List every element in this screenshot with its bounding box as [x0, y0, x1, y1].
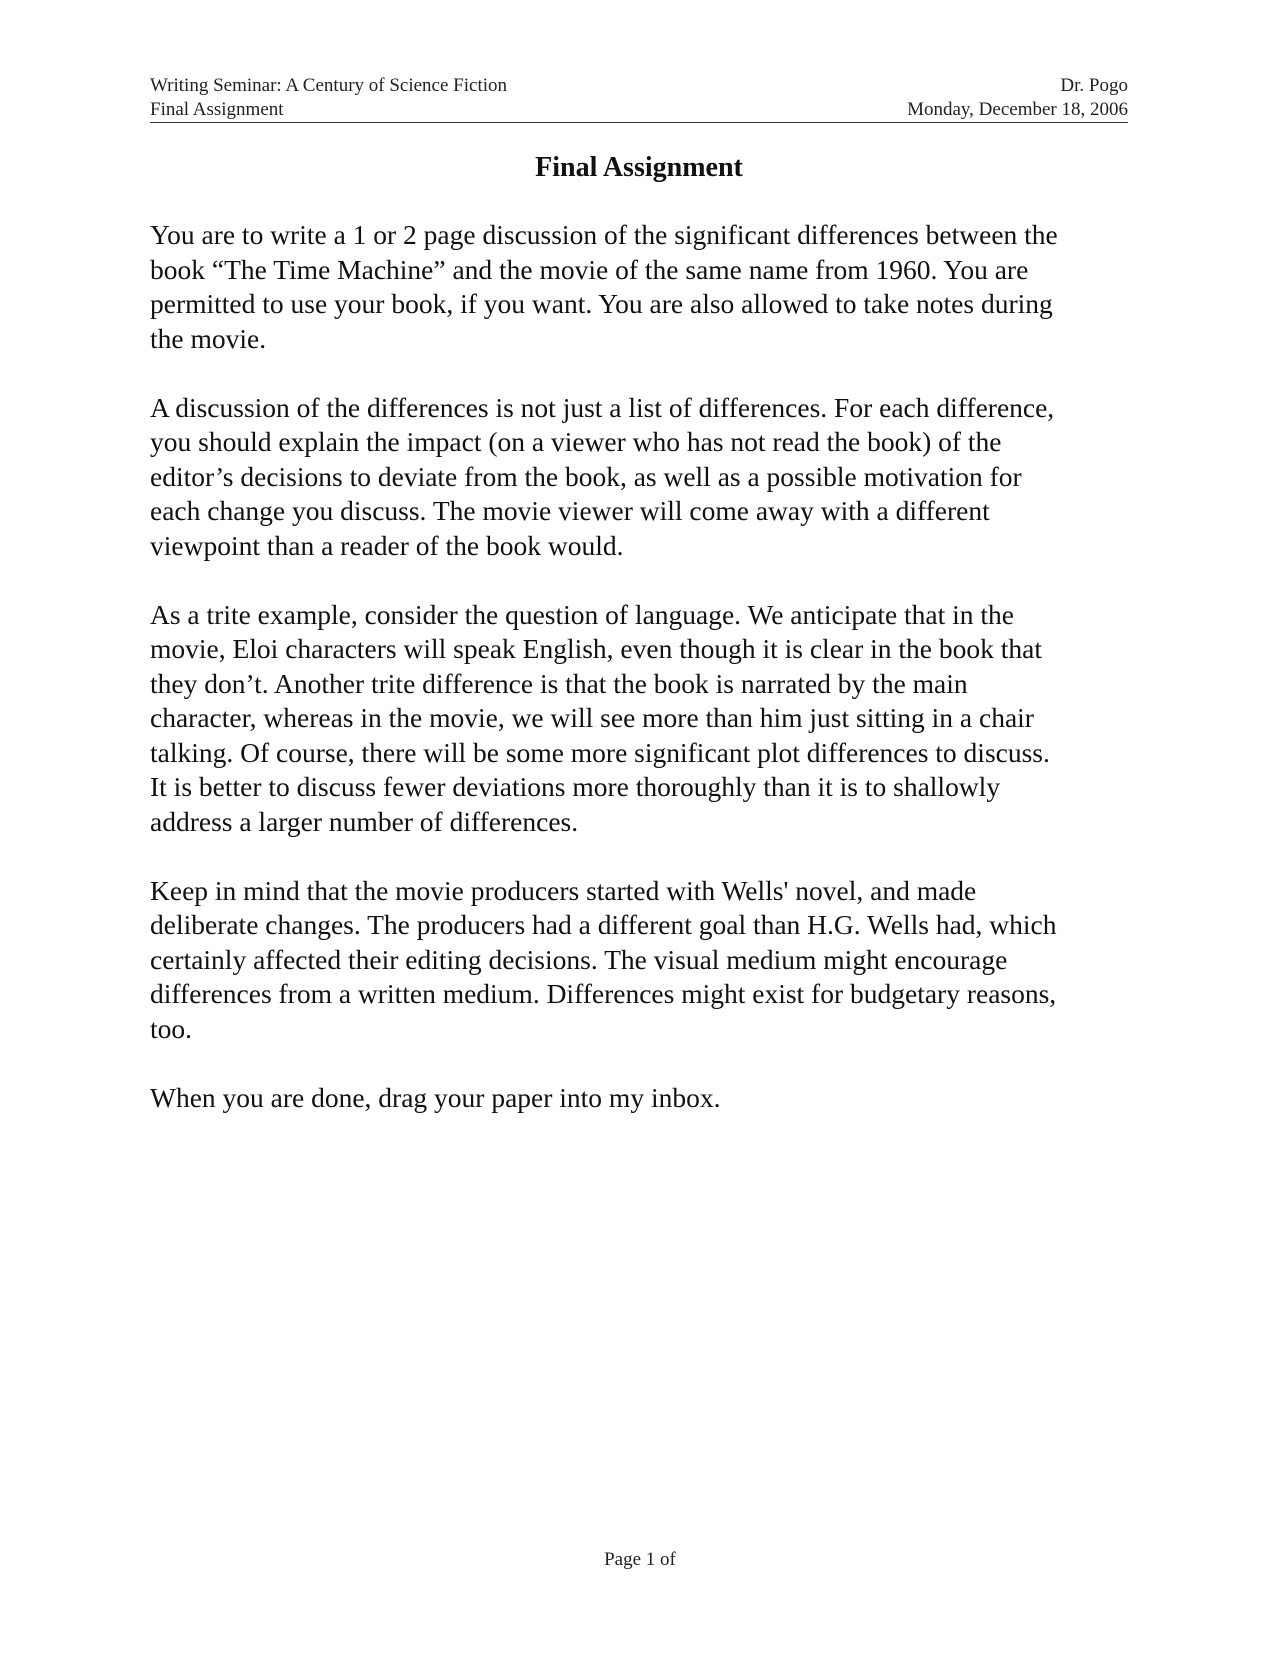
text-line: deliberate changes. The producers had a different goal than H.G. Wells had, which	[150, 909, 1057, 940]
instructor-name: Dr. Pogo	[1060, 75, 1128, 96]
text-line: the movie.	[150, 322, 267, 354]
text-line: too.	[150, 1012, 193, 1044]
text-line: permitted to use your book, if you want. You are also allowed to take notes during	[150, 288, 1053, 319]
text-line: As a trite example, consider the question of language. We anticipate that in the	[150, 598, 1015, 630]
text-line: It is better to discuss fewer deviations more thoroughly than it is to shallowly	[150, 771, 1001, 802]
text-line: talking. Of course, there will be some more significant plot differences to discuss.	[150, 736, 1050, 768]
text-line: address a larger number of differences.	[150, 805, 579, 837]
text-line: certainly affected their editing decisions. The visual medium might encourage	[150, 943, 1008, 975]
text-line: Keep in mind that the movie producers started with Wells' novel, and made	[150, 874, 977, 906]
text-line: character, whereas in the movie, we will see more than him just sitting in a chair	[150, 702, 1034, 733]
body-paragraph	[150, 218, 1135, 356]
text-line: When you are done, drag your paper into my inbox.	[150, 1081, 721, 1113]
text-line: viewpoint than a reader of the book would.	[150, 529, 624, 561]
text-line: each change you discuss. The movie viewer will come away with a different	[150, 495, 990, 526]
text-line: differences from a written medium. Differences might exist for budgetary reasons,	[150, 978, 1057, 1009]
body-paragraph	[150, 391, 1135, 564]
page-title: Final Assignment	[535, 152, 743, 183]
body-paragraph	[150, 874, 1135, 1047]
course-title: Writing Seminar: A Century of Science Fiction	[150, 75, 508, 96]
body-paragraph	[150, 1081, 1135, 1116]
text-line: they don’t. Another trite difference is that the book is narrated by the main	[150, 667, 968, 699]
text-line: book “The Time Machine” and the movie of the same name from 1960. You are	[150, 253, 1029, 285]
page-number: Page 1 of	[604, 1549, 676, 1570]
text-line: You are to write a 1 or 2 page discussion of the significant differences between the	[150, 219, 1058, 250]
header-row-top	[150, 74, 1128, 98]
page-footer	[0, 1548, 1280, 1572]
body-paragraph	[150, 598, 1135, 840]
assignment-body	[150, 218, 1135, 1150]
header-row-bottom	[150, 98, 1128, 123]
document-label: Final Assignment	[150, 99, 284, 120]
text-line: you should explain the impact (on a viewer who has not read the book) of the	[150, 426, 1002, 457]
text-line: movie, Eloi characters will speak English, even though it is clear in the book that	[150, 633, 1042, 664]
text-line: A discussion of the differences is not just a list of differences. For each difference,	[150, 391, 1055, 423]
document-date: Monday, December 18, 2006	[907, 99, 1128, 120]
running-header	[150, 74, 1128, 123]
text-line: editor’s decisions to deviate from the book, as well as a possible motivation for	[150, 460, 1022, 492]
